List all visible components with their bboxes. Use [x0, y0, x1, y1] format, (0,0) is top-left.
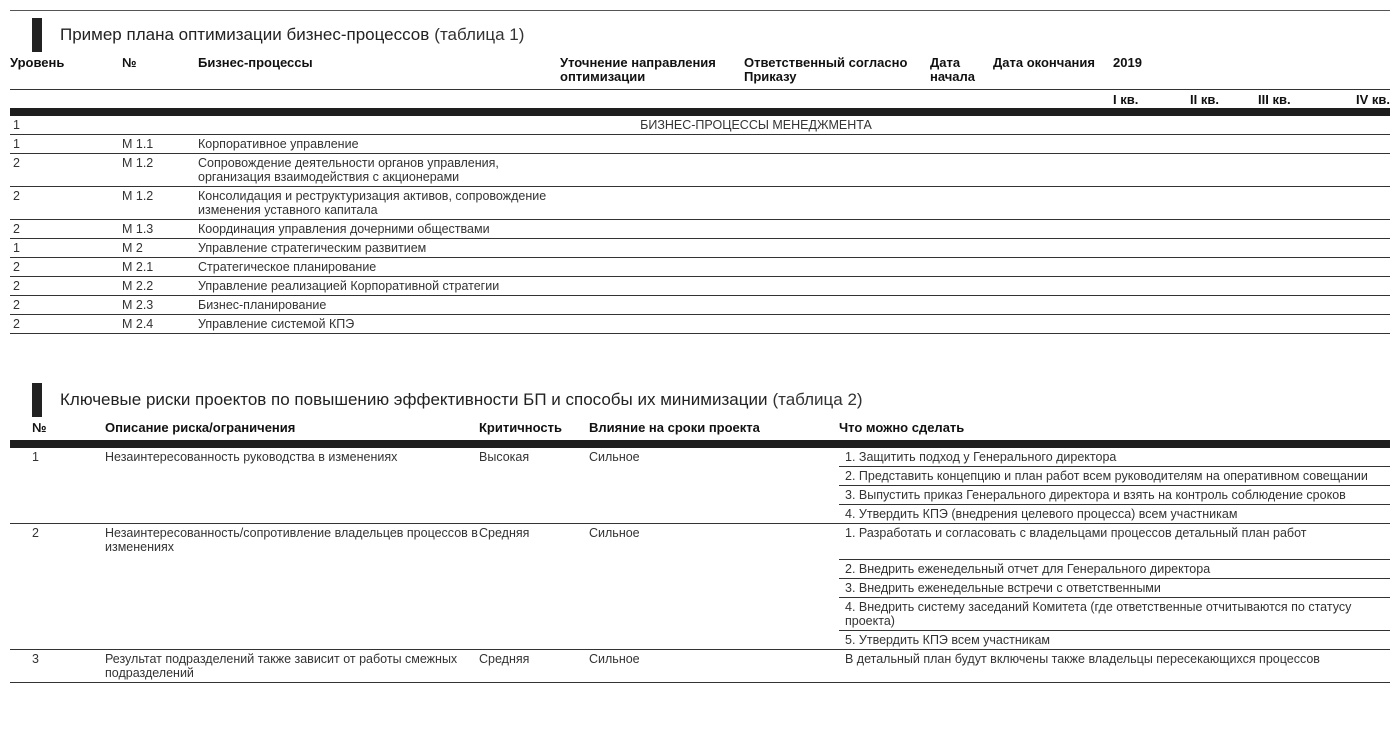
row-process: Корпоративное управление — [198, 135, 560, 154]
heading-bar — [32, 383, 42, 417]
group-level: 1 — [10, 116, 122, 135]
row-level: 1 — [10, 239, 122, 258]
header-q1: I кв. — [1113, 91, 1139, 107]
table2-heading — [32, 383, 863, 417]
table-row — [10, 154, 1390, 187]
risk-action: 4. Утвердить КПЭ (внедрения целевого процесса) всем участникам — [839, 505, 1390, 524]
risk-action: В детальный план будут включены также владельцы пересекающихся процессов — [839, 650, 1390, 683]
header-criticality: Критичность — [479, 420, 562, 435]
risks-table — [10, 420, 1390, 683]
table1-heading — [32, 18, 524, 52]
table-row — [10, 524, 1390, 560]
row-num: М 1.1 — [122, 135, 198, 154]
row-num: М 2.3 — [122, 296, 198, 315]
table-row — [10, 220, 1390, 239]
risk-action: 3. Внедрить еженедельные встречи с ответственными — [839, 579, 1390, 598]
header-impact: Влияние на сроки проекта — [589, 420, 760, 435]
table2-title: Ключевые риски проектов по повышению эффективности БП и способы их минимизации — [60, 390, 768, 409]
group-title: БИЗНЕС-ПРОЦЕССЫ МЕНЕДЖМЕНТА — [122, 116, 1390, 135]
header-responsible: Ответственный согласно Приказу — [744, 55, 908, 84]
row-level: 2 — [10, 296, 122, 315]
row-level: 2 — [10, 220, 122, 239]
table-row — [10, 315, 1390, 334]
risk-impact: Сильное — [589, 524, 839, 650]
risk-action: 4. Внедрить систему заседаний Комитета (где ответственные отчитываются по статусу проекта) — [839, 598, 1390, 631]
table-row — [10, 650, 1390, 683]
top-divider — [10, 10, 1390, 11]
row-level: 2 — [10, 258, 122, 277]
risk-description: Результат подразделений также зависит от работы смежных подразделений — [105, 650, 479, 683]
risk-num: 1 — [10, 448, 105, 524]
risk-action: 3. Выпустить приказ Генерального директора и взять на контроль соблюдение сроков — [839, 486, 1390, 505]
risk-impact: Сильное — [589, 650, 839, 683]
table-row — [10, 296, 1390, 315]
process-plan-table — [10, 55, 1390, 334]
table1-subtitle: (таблица 1) — [434, 25, 525, 44]
header-level: Уровень — [10, 55, 65, 70]
header-risk: Описание риска/ограничения — [105, 420, 296, 435]
row-level: 2 — [10, 187, 122, 220]
risk-action: 1. Защитить подход у Генерального директора — [839, 448, 1390, 467]
thick-divider — [10, 440, 1390, 448]
header-num: № — [122, 55, 137, 70]
thick-divider — [10, 108, 1390, 116]
row-num: М 2 — [122, 239, 198, 258]
header-num: № — [32, 420, 47, 435]
risk-criticality: Высокая — [479, 448, 589, 524]
table2-header-row — [10, 420, 1390, 440]
header-start: Дата начала — [930, 55, 976, 84]
risk-action: 2. Внедрить еженедельный отчет для Генерального директора — [839, 560, 1390, 579]
row-level: 2 — [10, 154, 122, 187]
table-row-group — [10, 116, 1390, 135]
table-row — [10, 187, 1390, 220]
row-num: М 2.1 — [122, 258, 198, 277]
risk-action: 5. Утвердить КПЭ всем участникам — [839, 631, 1390, 650]
row-process: Координация управления дочерними обществами — [198, 220, 560, 239]
row-num: М 2.4 — [122, 315, 198, 334]
row-level: 1 — [10, 135, 122, 154]
row-process: Управление системой КПЭ — [198, 315, 560, 334]
table-row — [10, 448, 1390, 467]
row-level: 2 — [10, 277, 122, 296]
table1-title: Пример плана оптимизации бизнес-процессов — [60, 25, 430, 44]
row-num: М 1.2 — [122, 154, 198, 187]
risk-num: 3 — [10, 650, 105, 683]
header-actions: Что можно сделать — [839, 420, 965, 435]
table-row — [10, 239, 1390, 258]
table1-header-row — [10, 55, 1390, 89]
table2-subtitle: (таблица 2) — [772, 390, 863, 409]
header-q3: III кв. — [1258, 91, 1291, 107]
risk-action: 2. Представить концепцию и план работ всем руководителям на оперативном совещании — [839, 467, 1390, 486]
header-q4: IV кв. — [1355, 91, 1390, 107]
row-process: Управление реализацией Корпоративной стратегии — [198, 277, 560, 296]
row-num: М 2.2 — [122, 277, 198, 296]
risk-criticality: Средняя — [479, 650, 589, 683]
header-process: Бизнес-процессы — [198, 55, 313, 70]
row-process: Управление стратегическим развитием — [198, 239, 560, 258]
table-row — [10, 258, 1390, 277]
row-num: М 1.2 — [122, 187, 198, 220]
table-row — [10, 135, 1390, 154]
table1-quarter-row — [10, 89, 1390, 108]
header-direction: Уточнение направления оптимизации — [560, 55, 716, 84]
risk-description: Незаинтересованность/сопротивление владельцев процессов в изменениях — [105, 524, 479, 650]
row-process: Стратегическое планирование — [198, 258, 560, 277]
risk-description: Незаинтересованность руководства в изменениях — [105, 448, 479, 524]
risk-num: 2 — [10, 524, 105, 650]
row-process: Консолидация и реструктуризация активов, сопровождение изменения уставного капитала — [198, 187, 560, 220]
risk-impact: Сильное — [589, 448, 839, 524]
row-process: Сопровождение деятельности органов управления, организация взаимодействия с акционерами — [198, 154, 560, 187]
heading-bar — [32, 18, 42, 52]
row-level: 2 — [10, 315, 122, 334]
table-row — [10, 277, 1390, 296]
header-end: Дата окончания — [993, 55, 1095, 70]
header-year: 2019 — [1113, 55, 1142, 70]
header-q2: II кв. — [1190, 91, 1219, 107]
risk-criticality: Средняя — [479, 524, 589, 650]
row-process: Бизнес-планирование — [198, 296, 560, 315]
row-num: М 1.3 — [122, 220, 198, 239]
risk-action: 1. Разработать и согласовать с владельцами процессов детальный план работ — [839, 524, 1390, 560]
